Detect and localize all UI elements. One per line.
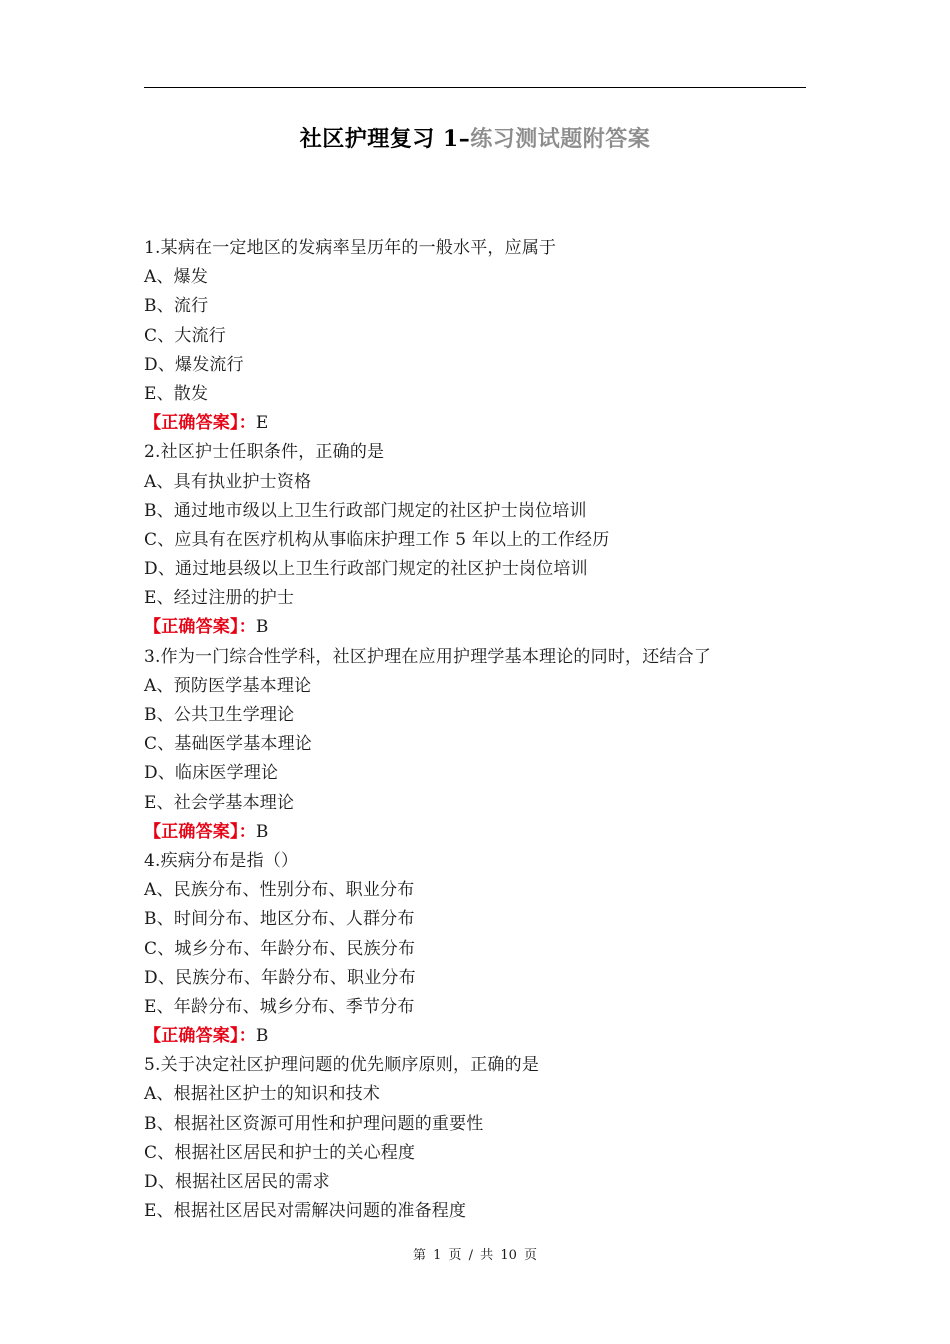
- option: B、时间分布、地区分布、人群分布: [144, 909, 415, 930]
- option: E、根据社区居民对需解决问题的准备程度: [144, 1201, 467, 1222]
- option: E、年龄分布、城乡分布、季节分布: [144, 996, 415, 1017]
- answer-label: 【正确答案】：: [144, 1026, 256, 1047]
- option: C、根据社区居民和护士的关心程度: [144, 1142, 416, 1163]
- title-sub: 练习测试题附答案: [470, 126, 651, 152]
- answer-label: 【正确答案】：: [144, 821, 256, 842]
- answer-value: B: [255, 617, 269, 638]
- option: D、爆发流行: [144, 354, 244, 375]
- option: A、根据社区护士的知识和技术: [144, 1084, 381, 1105]
- option: D、通过地县级以上卫生行政部门规定的社区护士岗位培训: [144, 559, 588, 580]
- page-footer: 第 1 页 / 共 10 页: [413, 1248, 537, 1263]
- answer-value: B: [255, 821, 269, 842]
- option: D、民族分布、年龄分布、职业分布: [144, 967, 416, 988]
- answer-label: 【正确答案】：: [144, 413, 256, 434]
- header-rule: [144, 87, 806, 88]
- option: E、散发: [144, 383, 209, 404]
- option: C、应具有在医疗机构从事临床护理工作 5 年以上的工作经历: [144, 529, 610, 550]
- option: E、社会学基本理论: [144, 792, 295, 813]
- answer-value: B: [255, 1026, 269, 1047]
- question-text: 3.作为一门综合性学科，社区护理在应用护理学基本理论的同时，还结合了: [144, 646, 712, 667]
- option: E、经过注册的护士: [144, 588, 295, 609]
- question-text: 2.社区护士任职条件，正确的是: [144, 442, 385, 463]
- option: B、根据社区资源可用性和护理问题的重要性: [144, 1113, 484, 1134]
- option: A、民族分布、性别分布、职业分布: [144, 880, 415, 901]
- question-list: [144, 234, 824, 1226]
- option: D、根据社区居民的需求: [144, 1172, 330, 1192]
- option: B、通过地市级以上卫生行政部门规定的社区护士岗位培训: [144, 500, 587, 521]
- option: A、预防医学基本理论: [144, 675, 312, 696]
- document-title: [0, 124, 950, 154]
- answer-label: 【正确答案】：: [144, 617, 256, 638]
- option: B、流行: [144, 296, 209, 317]
- title-main: 社区护理复习 1–: [299, 126, 471, 152]
- option: C、基础医学基本理论: [144, 734, 313, 755]
- question-text: 1.某病在一定地区的发病率呈历年的一般水平，应属于: [144, 238, 557, 258]
- question-text: 4.疾病分布是指（）: [144, 850, 299, 871]
- answer-row: [144, 1022, 824, 1051]
- option: A、具有执业护士资格: [144, 471, 312, 492]
- option: C、大流行: [144, 325, 227, 346]
- option: A、爆发: [144, 267, 209, 288]
- answer-row: [144, 409, 824, 438]
- answer-row: [144, 613, 824, 642]
- option: B、公共卫生学理论: [144, 705, 295, 725]
- question-text: 5.关于决定社区护理问题的优先顺序原则，正确的是: [144, 1055, 540, 1076]
- answer-row: [144, 818, 824, 847]
- option: D、临床医学理论: [144, 763, 279, 784]
- answer-value: E: [255, 413, 269, 434]
- option: C、城乡分布、年龄分布、民族分布: [144, 938, 416, 959]
